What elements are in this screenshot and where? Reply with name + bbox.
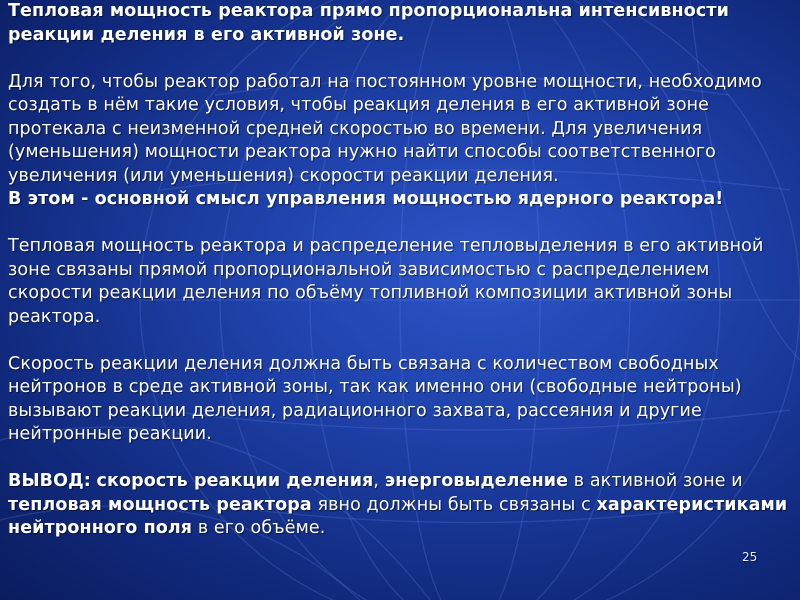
conclusion-thermal-power: тепловая мощность реактора bbox=[8, 494, 312, 515]
conclusion-text-2: явно должны быть связаны с bbox=[317, 494, 591, 515]
paragraph-heat-distribution: Тепловая мощность реактора и распределение тепловыделения в его активной зоне связаны прямой пропорциональной зависимостью с распределением скорости реакции деления по объёму топливной композиции активной зоны реактора. bbox=[8, 236, 764, 327]
paragraph-constant-power: Для того, чтобы реактор работал на постоянном уровне мощности, необходимо создать в нём такие условия, чтобы реакция деления в его активной зоне протекала с неизменной средней скоростью во времени. Для увеличения (уменьшения) мощности реактора нужно найти способы соответственного увеличения (или уменьшения) скорости реакции деления. bbox=[8, 71, 762, 186]
slide-heading: Тепловая мощность реактора прямо пропорциональна интенсивности реакции деления в его активной зоне. bbox=[8, 1, 729, 45]
conclusion-paragraph bbox=[8, 470, 792, 541]
conclusion-text-3: в его объёме. bbox=[197, 518, 326, 538]
spacer bbox=[8, 47, 792, 71]
conclusion-fission-rate: скорость реакции деления bbox=[96, 471, 374, 491]
emphasis-statement: В этом - основной смысл управления мощностью ядерного реактора! bbox=[8, 189, 724, 209]
slide-text-body bbox=[8, 0, 792, 541]
paragraph-free-neutrons: Скорость реакции деления должна быть связана с количеством свободных нейтронов в среде активной зоны, так как именно они (свободные нейтроны) вызывают реакции деления, радиационного захвата, рассеяния и другие нейтронные реакции. bbox=[8, 353, 742, 444]
conclusion-neutron-field: характеристиками нейтронного поля bbox=[8, 494, 788, 538]
spacer bbox=[8, 329, 792, 353]
conclusion-separator: , bbox=[373, 471, 380, 491]
spacer bbox=[8, 212, 792, 236]
conclusion-text-1: в активной зоне и bbox=[573, 471, 743, 491]
conclusion-label: ВЫВОД: bbox=[8, 471, 91, 491]
spacer bbox=[8, 447, 792, 471]
page-number: 25 bbox=[742, 550, 758, 564]
conclusion-energy-release: энерговыделение bbox=[384, 471, 569, 491]
